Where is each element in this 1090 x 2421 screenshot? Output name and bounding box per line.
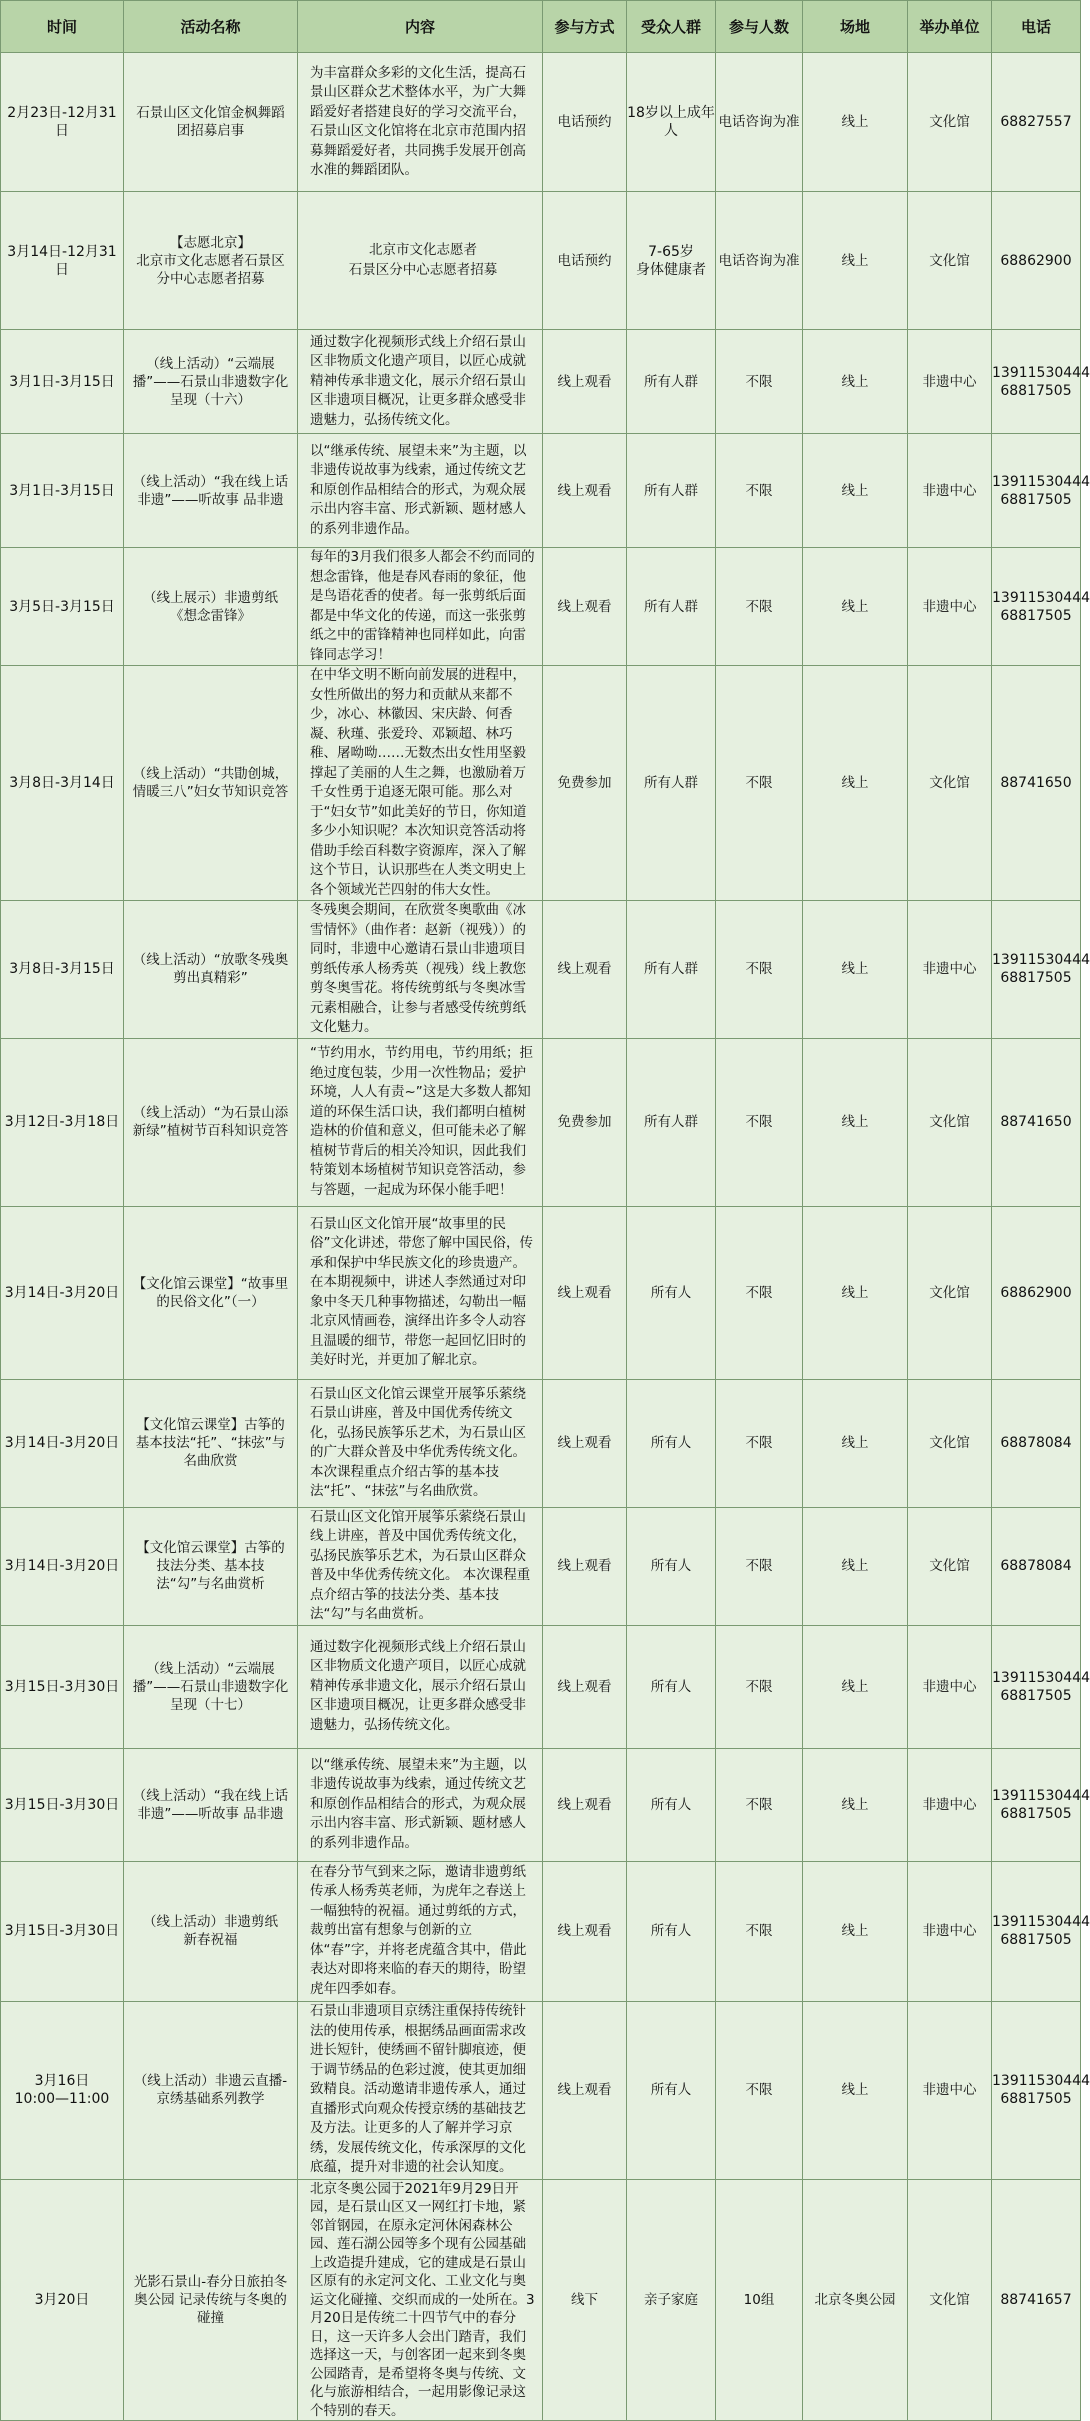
- activity-name-text: 【志愿北京】 北京市文化志愿者石景区分中心志愿者招募: [136, 234, 285, 287]
- cell-venue: 线上: [803, 1625, 908, 1748]
- cell-audience: 所有人: [627, 2001, 716, 2179]
- activity-name-text: （线上活动）“云端展播”——石景山非遗数字化呈现（十六）: [132, 355, 289, 408]
- cell-content: “节约用水，节约用电，节约用纸；拒绝过度包装，少用一次性物品；爱护环境，人人有责~”这是大多数人都知道的环保生活口诀，我们都明白植树造林的价值和意义，但可能未必了解植树节背后的相关冷知识，因此我们特策划本场植树节知识竞答活动，参与答题，一起成为环保小能手吧！: [298, 1038, 543, 1206]
- cell-method: 线上观看: [543, 1206, 627, 1379]
- cell-method: 免费参加: [543, 666, 627, 901]
- cell-method: 线上观看: [543, 1507, 627, 1625]
- cell-count: 不限: [716, 1507, 803, 1625]
- cell-content: 在中华文明不断向前发展的进程中，女性所做出的努力和贡献从来都不少，冰心、林徽因、宋庆龄、何香凝、秋瑾、张爱玲、邓颖超、林巧稚、屠呦呦……无数杰出女性用坚毅撑起了美丽的人生之舞，也激励着万千女性勇于追逐无限可能。那么对于“妇女节”如此美好的节日，你知道多少小知识呢？本次知识竞答活动将借助手绘百科数字资源库，深入了解这个节日，认识那些在人类文明史上各个领域光芒四射的伟大女性。: [298, 666, 543, 901]
- table-row: [1, 1206, 1081, 1379]
- cell-venue: 线上: [803, 434, 908, 548]
- cell-phone: 13911530444 68817505: [992, 2001, 1081, 2179]
- cell-count: 不限: [716, 666, 803, 901]
- cell-phone: 13911530444 68817505: [992, 1625, 1081, 1748]
- cell-content: 冬残奥会期间，在欣赏冬奥歌曲《冰雪情怀》（曲作者：赵新（视残））的同时，非遗中心邀请石景山非遗项目剪纸传承人杨秀英（视残）线上教您剪冬奥雪花。将传统剪纸与冬奥冰雪元素相融合，让参与者感受传统剪纸文化魅力。: [298, 901, 543, 1039]
- cell-phone: 68862900: [992, 192, 1081, 330]
- cell-venue: 线上: [803, 330, 908, 434]
- cell-activity-name: [124, 330, 298, 434]
- cell-count: 不限: [716, 1038, 803, 1206]
- activity-name-text: 光影石景山-春分日旅拍冬奥公园 记录传统与冬奥的碰撞: [133, 2273, 288, 2326]
- cell-activity-name: [124, 1206, 298, 1379]
- cell-host: 非遗中心: [908, 1861, 992, 2001]
- activity-name-text: （线上活动）“放歌冬残奥剪出真精彩”: [132, 952, 289, 987]
- cell-phone: 68862900: [992, 1206, 1081, 1379]
- cell-count: 不限: [716, 1625, 803, 1748]
- cell-method: 线上观看: [543, 1379, 627, 1507]
- cell-venue: 北京冬奥公园: [803, 2179, 908, 2421]
- cell-venue: 线上: [803, 1206, 908, 1379]
- header-content: 内容: [298, 1, 543, 53]
- cell-time: 3月1日-3月15日: [1, 434, 124, 548]
- table-row: [1, 192, 1081, 330]
- header-time: 时间: [1, 1, 124, 53]
- cell-phone: 68827557: [992, 53, 1081, 192]
- cell-count: 不限: [716, 901, 803, 1039]
- cell-count: 电话咨询为准: [716, 53, 803, 192]
- cell-time: 3月16日 10:00—11:00: [1, 2001, 124, 2179]
- cell-method: 线上观看: [543, 901, 627, 1039]
- activity-name-text: 石景山区文化馆金枫舞蹈团招募启事: [136, 105, 285, 139]
- cell-content: 每年的3月我们很多人都会不约而同的想念雷锋，他是春风春雨的象征，他是鸟语花香的使者。每一张剪纸后面都是中华文化的传递，而这一张张剪纸之中的雷锋精神也同样如此，向雷锋同志学习！: [298, 548, 543, 666]
- cell-content: 石景山非遗项目京绣注重保持传统针法的使用传承，根据绣品画面需求改进长短针，使绣画不留针脚痕迹，便于调节绣品的色彩过渡，使其更加细致精良。活动邀请非遗传承人，通过直播形式向观众传授京绣的基础技艺及方法。让更多的人了解并学习京绣，发展传统文化，传承深厚的文化底蕴，提升对非遗的社会认知度。: [298, 2001, 543, 2179]
- cell-activity-name: [124, 1507, 298, 1625]
- cell-count: 不限: [716, 434, 803, 548]
- cell-method: 线上观看: [543, 548, 627, 666]
- table-row: [1, 666, 1081, 901]
- header-count: 参与人数: [716, 1, 803, 53]
- cell-activity-name: [124, 1038, 298, 1206]
- table-row: [1, 1748, 1081, 1861]
- cell-activity-name: [124, 2179, 298, 2421]
- cell-time: 2月23日-12月31日: [1, 53, 124, 192]
- cell-content: 石景山区文化馆开展筝乐萦绕石景山线上讲座，普及中国优秀传统文化，弘扬民族筝乐艺术，为石景山区群众普及中华优秀传统文化。 本次课程重点介绍古筝的技法分类、基本技法“勾”与名曲赏析。: [298, 1507, 543, 1625]
- cell-venue: 线上: [803, 1748, 908, 1861]
- cell-time: 3月14日-3月20日: [1, 1507, 124, 1625]
- cell-content: 以“继承传统、展望未来”为主题，以非遗传说故事为线索，通过传统文艺和原创作品相结合的形式，为观众展示出内容丰富、形式新颖、题材感人的系列非遗作品。: [298, 1748, 543, 1861]
- cell-venue: 线上: [803, 192, 908, 330]
- cell-activity-name: [124, 1861, 298, 2001]
- cell-venue: 线上: [803, 901, 908, 1039]
- header-audience: 受众人群: [627, 1, 716, 53]
- cell-activity-name: [124, 53, 298, 192]
- table-row: [1, 2179, 1081, 2421]
- cell-content: 石景山区文化馆云课堂开展筝乐萦绕石景山讲座，普及中国优秀传统文化，弘扬民族筝乐艺术，为石景山区的广大群众普及中华优秀传统文化。 本次课程重点介绍古筝的基本技法“托”、“抹弦”与名曲欣赏。: [298, 1379, 543, 1507]
- cell-time: 3月15日-3月30日: [1, 1861, 124, 2001]
- table-row: [1, 548, 1081, 666]
- cell-activity-name: [124, 901, 298, 1039]
- cell-method: 线上观看: [543, 330, 627, 434]
- cell-audience: 所有人: [627, 1748, 716, 1861]
- cell-time: 3月1日-3月15日: [1, 330, 124, 434]
- cell-venue: 线上: [803, 2001, 908, 2179]
- cell-audience: 所有人: [627, 1625, 716, 1748]
- cell-method: 线上观看: [543, 434, 627, 548]
- cell-phone: 88741657: [992, 2179, 1081, 2421]
- activity-name-text: （线上活动）“为石景山添新绿”植树节百科知识竞答: [132, 1105, 289, 1139]
- cell-content: 北京冬奥公园于2021年9月29日开园，是石景山区又一网红打卡地，紧邻首钢园，在原永定河休闲森林公园、莲石湖公园等多个现有公园基础上改造提升建成，它的建成是石景山区原有的永定河文化、工业文化与奥运文化碰撞、交织而成的一处所在。3月20日是传统二十四节气中的春分日，这一天许多人会出门踏青，我们选择这一天，与创客团一起来到冬奥公园踏青，是希望将冬奥与传统、文化与旅游相结合，一起用影像记录这个特别的春天。: [298, 2179, 543, 2421]
- content-text: 北京市文化志愿者 石景区分中心志愿者招募: [348, 242, 498, 278]
- activity-name-text: （线上活动）非遗云直播-京绣基础系列教学: [133, 2073, 288, 2107]
- cell-content: 通过数字化视频形式线上介绍石景山区非物质文化遗产项目，以匠心成就精神传承非遗文化，展示介绍石景山区非遗项目概况，让更多群众感受非遗魅力，弘扬传统文化。: [298, 330, 543, 434]
- cell-method: 电话预约: [543, 192, 627, 330]
- cell-venue: 线上: [803, 1379, 908, 1507]
- header-venue: 场地: [803, 1, 908, 53]
- cell-time: 3月15日-3月30日: [1, 1625, 124, 1748]
- header-host: 举办单位: [908, 1, 992, 53]
- cell-count: 电话咨询为准: [716, 192, 803, 330]
- cell-venue: 线上: [803, 1038, 908, 1206]
- activity-name-text: （线上活动）非遗剪纸 新春祝福: [143, 1914, 278, 1948]
- cell-time: 3月14日-12月31日: [1, 192, 124, 330]
- cell-content: 为丰富群众多彩的文化生活，提高石景山区群众艺术整体水平，为广大舞蹈爱好者搭建良好的学习交流平台，石景山区文化馆将在北京市范围内招募舞蹈爱好者，共同携手发展开创高水准的舞蹈团队。: [298, 53, 543, 192]
- cell-host: 文化馆: [908, 666, 992, 901]
- cell-count: 不限: [716, 1861, 803, 2001]
- cell-method: 电话预约: [543, 53, 627, 192]
- cell-host: 非遗中心: [908, 330, 992, 434]
- cell-method: 线上观看: [543, 2001, 627, 2179]
- table-row: [1, 1507, 1081, 1625]
- cell-content: 在春分节气到来之际，邀请非遗剪纸传承人杨秀英老师，为虎年之春送上一幅独特的祝福。通过剪纸的方式，裁剪出富有想象与创新的立体“春”字，并将老虎蕴含其中，借此表达对即将来临的春天的期待，盼望虎年四季如春。: [298, 1861, 543, 2001]
- cell-count: 不限: [716, 548, 803, 666]
- cell-venue: 线上: [803, 666, 908, 901]
- table-row: [1, 901, 1081, 1039]
- cell-content: [298, 192, 543, 330]
- cell-activity-name: [124, 2001, 298, 2179]
- cell-host: 文化馆: [908, 192, 992, 330]
- cell-audience: 亲子家庭: [627, 2179, 716, 2421]
- cell-host: 文化馆: [908, 53, 992, 192]
- cell-method: 线上观看: [543, 1625, 627, 1748]
- cell-count: 不限: [716, 2001, 803, 2179]
- cell-audience: 所有人: [627, 1861, 716, 2001]
- table-row: [1, 1038, 1081, 1206]
- cell-time: 3月14日-3月20日: [1, 1206, 124, 1379]
- cell-host: 非遗中心: [908, 901, 992, 1039]
- cell-method: 线上观看: [543, 1861, 627, 2001]
- cell-activity-name: [124, 434, 298, 548]
- cell-count: 不限: [716, 1206, 803, 1379]
- cell-audience: 18岁以上成年人: [627, 53, 716, 192]
- cell-host: 非遗中心: [908, 1748, 992, 1861]
- cell-method: 免费参加: [543, 1038, 627, 1206]
- cell-audience: 所有人: [627, 1379, 716, 1507]
- cell-host: 文化馆: [908, 1507, 992, 1625]
- cell-audience: 所有人群: [627, 548, 716, 666]
- cell-time: 3月14日-3月20日: [1, 1379, 124, 1507]
- cell-time: 3月8日-3月15日: [1, 901, 124, 1039]
- cell-phone: 13911530444 68817505: [992, 1748, 1081, 1861]
- cell-method: 线上观看: [543, 1748, 627, 1861]
- cell-activity-name: [124, 192, 298, 330]
- cell-phone: 88741650: [992, 666, 1081, 901]
- header-activity-name: 活动名称: [124, 1, 298, 53]
- cell-activity-name: [124, 666, 298, 901]
- cell-audience: 所有人群: [627, 901, 716, 1039]
- cell-activity-name: [124, 1379, 298, 1507]
- cell-host: 非遗中心: [908, 548, 992, 666]
- cell-host: 非遗中心: [908, 434, 992, 548]
- cell-time: 3月12日-3月18日: [1, 1038, 124, 1206]
- cell-audience: 所有人: [627, 1507, 716, 1625]
- cell-content: 石景山区文化馆开展“故事里的民俗”文化讲述，带您了解中国民俗，传承和保护中华民族文化的珍贵遗产。在本期视频中，讲述人李然通过对印象中冬天几种事物描述，勾勒出一幅北京风情画卷，演绎出许多令人动容且温暖的细节，带您一起回忆旧时的美好时光，并更加了解北京。: [298, 1206, 543, 1379]
- cell-venue: 线上: [803, 1507, 908, 1625]
- cell-phone: 13911530444 68817505: [992, 330, 1081, 434]
- activity-name-text: （线上活动）“云端展播”——石景山非遗数字化呈现（十七）: [132, 1660, 289, 1713]
- activity-name-text: 【文化馆云课堂】“故事里的民俗文化”（一）: [132, 1275, 289, 1310]
- cell-host: 文化馆: [908, 1379, 992, 1507]
- table-row: [1, 1625, 1081, 1748]
- activity-name-text: （线上活动）“我在线上话非遗”——听故事 品非遗: [132, 473, 289, 508]
- cell-phone: 68878084: [992, 1507, 1081, 1625]
- cell-content: 通过数字化视频形式线上介绍石景山区非物质文化遗产项目，以匠心成就精神传承非遗文化，展示介绍石景山区非遗项目概况，让更多群众感受非遗魅力，弘扬传统文化。: [298, 1625, 543, 1748]
- cell-host: 文化馆: [908, 2179, 992, 2421]
- cell-time: 3月15日-3月30日: [1, 1748, 124, 1861]
- cell-time: 3月20日: [1, 2179, 124, 2421]
- header-method: 参与方式: [543, 1, 627, 53]
- cell-phone: 13911530444 68817505: [992, 548, 1081, 666]
- cell-audience: 所有人群: [627, 434, 716, 548]
- cell-host: 非遗中心: [908, 1625, 992, 1748]
- cell-activity-name: [124, 1748, 298, 1861]
- cell-venue: 线上: [803, 548, 908, 666]
- cell-venue: 线上: [803, 53, 908, 192]
- cell-phone: 13911530444 68817505: [992, 434, 1081, 548]
- cell-phone: 68878084: [992, 1379, 1081, 1507]
- cell-host: 文化馆: [908, 1038, 992, 1206]
- activity-name-text: （线上活动）“我在线上话非遗”——听故事 品非遗: [132, 1787, 289, 1822]
- cell-content: 以“继承传统、展望未来”为主题，以非遗传说故事为线索，通过传统文艺和原创作品相结合的形式，为观众展示出内容丰富、形式新颖、题材感人的系列非遗作品。: [298, 434, 543, 548]
- cell-audience: 所有人群: [627, 330, 716, 434]
- activity-name-text: （线上展示）非遗剪纸 《想念雷锋》: [143, 589, 278, 624]
- table-row: [1, 434, 1081, 548]
- header-phone: 电话: [992, 1, 1081, 53]
- cell-count: 10组: [716, 2179, 803, 2421]
- cell-phone: 13911530444 68817505: [992, 901, 1081, 1039]
- header-row: [1, 1, 1081, 53]
- cell-host: 文化馆: [908, 1206, 992, 1379]
- activity-name-text: 【文化馆云课堂】古筝的基本技法“托”、“抹弦”与名曲欣赏: [135, 1417, 286, 1469]
- cell-audience: 所有人: [627, 1206, 716, 1379]
- cell-phone: 13911530444 68817505: [992, 1861, 1081, 2001]
- cell-host: 非遗中心: [908, 2001, 992, 2179]
- cell-count: 不限: [716, 1748, 803, 1861]
- cell-count: 不限: [716, 1379, 803, 1507]
- activity-name-text: （线上活动）“共勖创城，情暖三八”妇女节知识竞答: [132, 766, 289, 800]
- table-row: [1, 2001, 1081, 2179]
- cell-activity-name: [124, 548, 298, 666]
- cell-audience: 所有人群: [627, 666, 716, 901]
- cell-method: 线下: [543, 2179, 627, 2421]
- table-row: [1, 1861, 1081, 2001]
- table-row: [1, 1379, 1081, 1507]
- cell-activity-name: [124, 1625, 298, 1748]
- cell-audience: 所有人群: [627, 1038, 716, 1206]
- activity-name-text: 【文化馆云课堂】古筝的技法分类、基本技法“勾”与名曲赏析: [136, 1540, 285, 1592]
- table-row: [1, 53, 1081, 192]
- cell-audience: 7-65岁 身体健康者: [627, 192, 716, 330]
- cell-time: 3月8日-3月14日: [1, 666, 124, 901]
- table-row: [1, 330, 1081, 434]
- cell-venue: 线上: [803, 1861, 908, 2001]
- cell-count: 不限: [716, 330, 803, 434]
- cell-time: 3月5日-3月15日: [1, 548, 124, 666]
- cell-phone: 88741650: [992, 1038, 1081, 1206]
